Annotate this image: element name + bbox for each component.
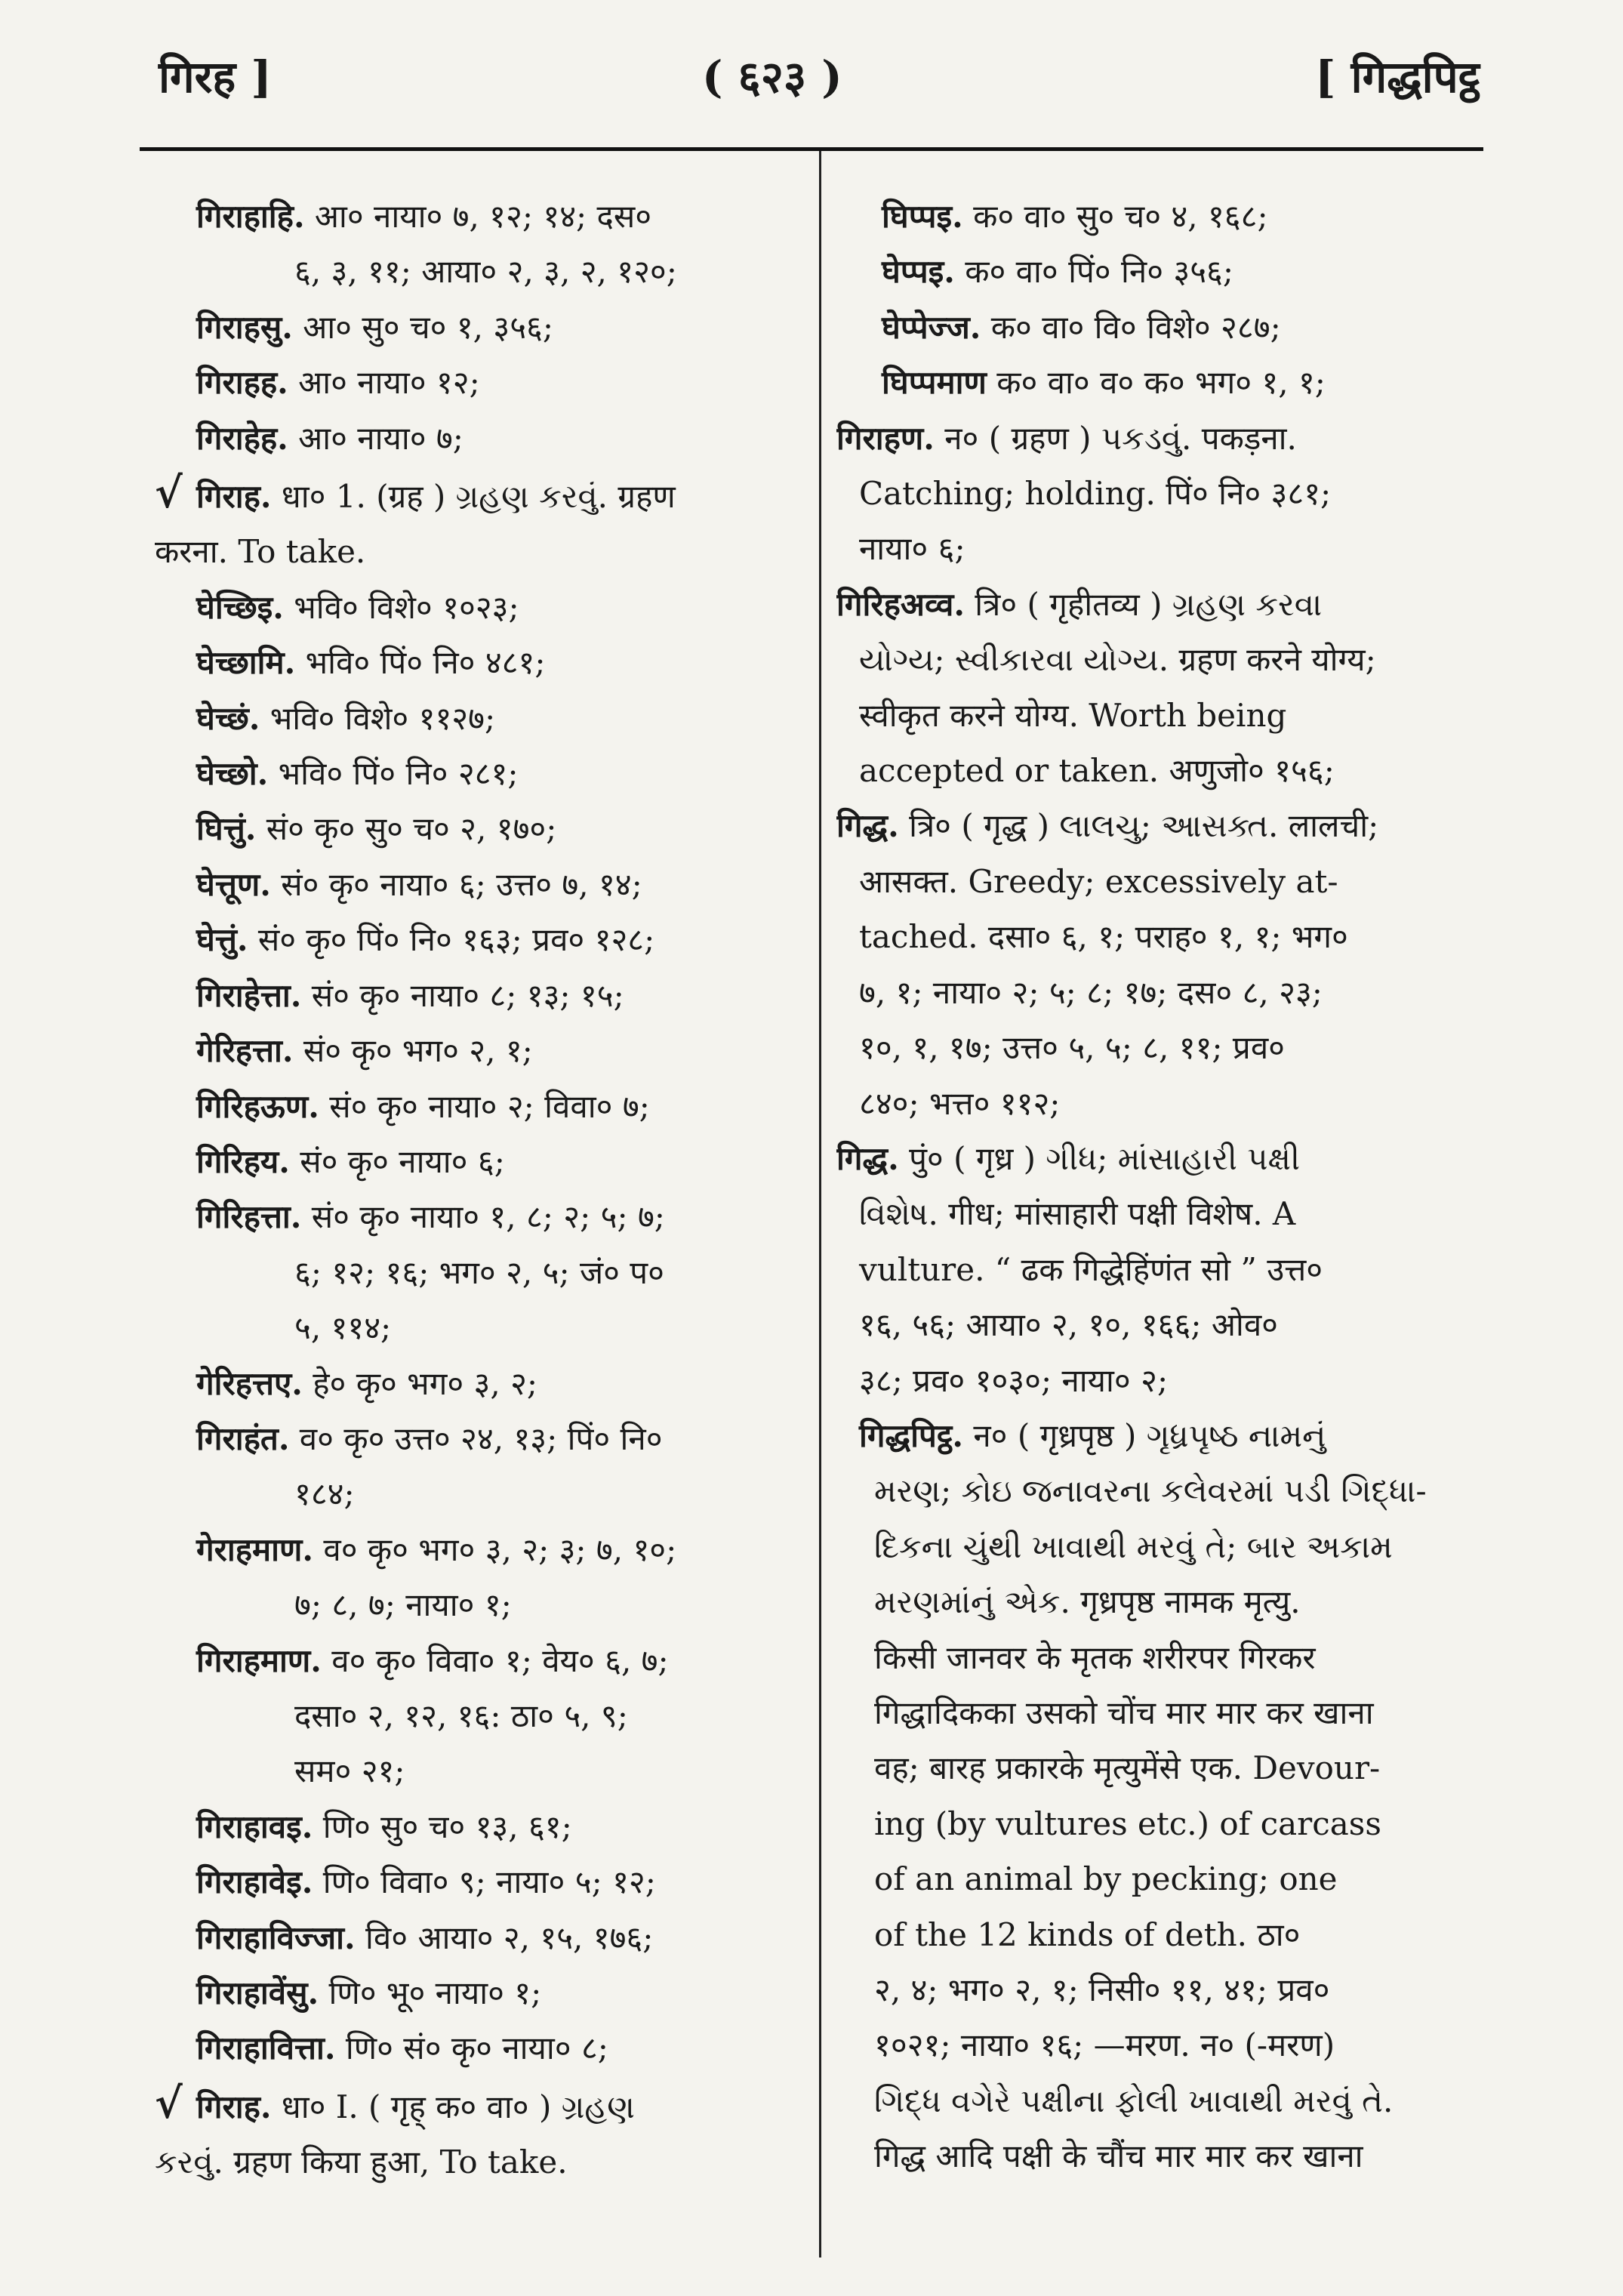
- entry-line: [836, 1463, 1471, 1518]
- entry-line: [155, 189, 796, 244]
- entry-text: सं० कृ० नाया० १, ८; २; ५; ७;: [301, 1198, 665, 1236]
- entry-line: [836, 300, 1471, 355]
- entry-line: [155, 1189, 796, 1244]
- entry-line: [155, 1854, 796, 1909]
- entry-text: गिद्ध आदि पक्षी के चौंच मार मार कर खाना: [874, 2137, 1363, 2175]
- headword: गिराह.: [196, 478, 272, 516]
- headword: गिराहावित्ता.: [196, 2029, 336, 2067]
- entry-line: [836, 244, 1471, 299]
- entry-line: [836, 2128, 1471, 2184]
- entry-text: ७, १; नाया० २; ५; ८; १७; दस० ८, २३;: [859, 973, 1323, 1011]
- entry-text: भवि० विशे० १०२३;: [283, 588, 519, 626]
- entry-line: [836, 2073, 1471, 2128]
- headword: घेच्छं.: [196, 699, 260, 737]
- entry-line: [836, 965, 1471, 1020]
- entry-text: भवि० विशे० ११२७;: [260, 699, 496, 737]
- headword: गिराहाविज्जा.: [196, 1918, 356, 1956]
- entry-text: १६, ५६; आया० २, १०, १६६; ओव०: [859, 1306, 1279, 1344]
- entry-line: [155, 691, 796, 746]
- entry-text: भवि० पिं० नि० २८१;: [268, 755, 519, 793]
- entry-line: [155, 746, 796, 801]
- entry-line: [836, 577, 1471, 632]
- entry-text: क० वा० व० क० भग० १, १;: [986, 364, 1326, 402]
- entry-line: [155, 1245, 796, 1300]
- headword: गिराहाहि.: [196, 198, 305, 235]
- entry-text: नाया० ६;: [859, 530, 965, 568]
- entry-line: [836, 854, 1471, 909]
- entry-text: vulture. “ ढक गिद्धेहिंणंत सो ” उत्त०: [859, 1250, 1323, 1288]
- entry-text: accepted or taken. अणुजो० १५६;: [859, 752, 1335, 790]
- headword: गिराहेह.: [196, 419, 288, 457]
- entry-text: त्रि० ( गृहीतव्य ) ગ્રહણ કરવા: [964, 585, 1323, 623]
- entry-line: [155, 1522, 796, 1577]
- left-column: [155, 189, 796, 2190]
- entry-text: ५, ११४;: [294, 1309, 392, 1347]
- entry-line: [155, 1079, 796, 1134]
- entry-line: [155, 968, 796, 1023]
- entry-text: of an animal by pecking; one: [874, 1860, 1338, 1898]
- entry-line: [155, 244, 796, 299]
- entry-line: [155, 801, 796, 856]
- entry-text: ६; १२; १६; भग० २, ५; जं० प०: [294, 1253, 664, 1291]
- entry-text: યોગ્ય; સ્વીકારવા યોગ્ય. ग्रहण करने योग्य;: [859, 641, 1376, 679]
- entry-text: गिद्धादिकका उसको चोंच मार मार कर खाना: [874, 1693, 1374, 1731]
- headword: गिराहेत्ता.: [196, 976, 302, 1014]
- entry-text: सं० कृ० सु० च० २, १७०;: [256, 810, 557, 848]
- entry-line: [155, 580, 796, 635]
- entry-text: सं० कृ० नाया० ८; १३; १५;: [301, 976, 624, 1014]
- entry-line: [836, 1076, 1471, 1131]
- entry-text: १०, १, १७; उत्त० ५, ५; ८, ११; प्रव०: [859, 1029, 1286, 1067]
- entry-line: [836, 1740, 1471, 1795]
- entry-line: [155, 1411, 796, 1466]
- entry-line: [155, 1743, 796, 1798]
- page-number: ( ६२३ ): [702, 51, 842, 103]
- entry-line: [836, 1796, 1471, 1851]
- entry-text: णि० सु० च० १३, ६१;: [313, 1808, 572, 1845]
- entry-line: [836, 2017, 1471, 2073]
- root-check-mark: √: [155, 2078, 183, 2128]
- entry-text: ing (by vultures etc.) of carcass: [874, 1804, 1381, 1842]
- entry-text: दसा० २, १२, १६: ठा० ५, ९;: [294, 1697, 628, 1734]
- entry-line: [836, 355, 1471, 410]
- entry-line: [155, 912, 796, 967]
- entry-line: [836, 1685, 1471, 1740]
- entry-line: [836, 1131, 1471, 1186]
- headword: गेरिहत्ता.: [196, 1032, 294, 1070]
- entry-line: [155, 300, 796, 355]
- header-left: गिरह ]: [159, 51, 272, 103]
- headword: गिराहमाण.: [196, 1641, 322, 1679]
- headword: गिराहावेइ.: [196, 1863, 313, 1901]
- entry-text: न० ( ग्रहण ) પકડવું. पकड़ना.: [934, 419, 1297, 457]
- headword: गिरिहऊण.: [196, 1087, 319, 1125]
- headword: घेच्छो.: [196, 755, 269, 793]
- entry-text: व० कृ० भग० ३, २; ३; ७, १०;: [313, 1530, 677, 1568]
- entry-text: आ० नाया० ७, १२; १४; दस०: [304, 198, 652, 235]
- entry-text: सं० कृ० नाया० २; विवा० ७;: [319, 1087, 650, 1125]
- entry-text: મરણમાંનું એક. गृध्रपृष्ठ नामक मृत्यु.: [874, 1583, 1301, 1621]
- entry-text: णि० विवा० ९; नाया० ५; १२;: [313, 1863, 656, 1901]
- entry-text: व० कृ० विवा० १; वेय० ६, ७;: [321, 1641, 669, 1679]
- entry-text: सं० कृ० नाया० ६;: [289, 1142, 505, 1180]
- entry-text: क० वा० वि० विशे० २८७;: [981, 308, 1281, 346]
- headword: गिराहसु.: [196, 308, 293, 346]
- entry-line: [836, 743, 1471, 798]
- entry-line: [155, 524, 796, 579]
- entry-line: [836, 1962, 1471, 2017]
- entry-text: ७; ८, ७; नाया० १;: [294, 1586, 512, 1624]
- entry-line: [836, 1574, 1471, 1629]
- headword: घित्तुं.: [196, 810, 257, 848]
- entry-line: [836, 466, 1471, 521]
- entry-text: क० वा० पिं० नि० ३५६;: [954, 253, 1234, 291]
- entry-text: किसी जानवर के मृतक शरीरपर गिरकर: [874, 1638, 1316, 1676]
- entry-line: [836, 1186, 1471, 1241]
- entry-line: [836, 1353, 1471, 1408]
- entry-line: [155, 857, 796, 912]
- entry-text: सं० कृ० पिं० नि० १६३; प्रव० १२८;: [248, 921, 655, 959]
- entry-line: [836, 521, 1471, 576]
- headword: गेरिहत्तए.: [196, 1364, 303, 1402]
- entry-text: हे० कृ० भग० ३, २;: [302, 1364, 538, 1402]
- entry-text: आ० नाया० ७;: [288, 419, 463, 457]
- headword: गिराहण.: [836, 419, 935, 457]
- entry-line: [155, 411, 796, 466]
- entry-text: धा० I. ( गृह् क० वा० ) ગ્રહણ: [271, 2088, 635, 2125]
- entry-line: [836, 909, 1471, 964]
- headword: गिराहह.: [196, 364, 288, 402]
- entry-text: त्रि० ( गृद्ध ) લાલચુ; આસક્ત. लालची;: [898, 807, 1379, 845]
- headword: गेराहमाण.: [196, 1530, 313, 1568]
- entry-line: [836, 411, 1471, 466]
- entry-text: वि० आया० २, १५, १७६;: [355, 1918, 654, 1956]
- headword: गिराहावइ.: [196, 1808, 313, 1845]
- entry-line: [155, 2020, 796, 2076]
- entry-text: ગિદ્ધ વગેરે પક્ષીના ફોલી ખાવાથી મરવું તે.: [874, 2082, 1394, 2119]
- entry-line: [155, 1577, 796, 1632]
- entry-text: स्वीकृत करने योग्य. Worth being: [859, 696, 1287, 734]
- entry-text: णि० सं० कृ० नाया० ८;: [335, 2029, 608, 2067]
- headword: घेच्छामि.: [196, 644, 296, 682]
- entry-text: व० कृ० उत्त० २४, १३; पिं० नि०: [289, 1419, 663, 1457]
- entry-text: भवि० पिं० नि० ४८१;: [295, 644, 546, 682]
- entry-text: सम० २१;: [294, 1752, 405, 1790]
- entry-line: [836, 1519, 1471, 1574]
- entry-line: [155, 466, 796, 524]
- entry-text: २, ४; भग० २, १; निसी० ११, ४१; प्रव०: [874, 1971, 1330, 2008]
- entry-text: १८४;: [294, 1475, 355, 1513]
- entry-text: કરવું. ग्रहण किया हुआ, To take.: [155, 2143, 568, 2181]
- headword: गिद्ध.: [836, 1139, 899, 1177]
- entry-line: [836, 1020, 1471, 1075]
- column-divider: [819, 151, 821, 2257]
- entry-line: [836, 1851, 1471, 1906]
- headword: गिराहंत.: [196, 1419, 290, 1457]
- entry-text: દિકના ચુંથી ખાવાથી મરવું તે; બાર અકામ: [874, 1527, 1393, 1565]
- entry-text: ६, ३, ११; आया० २, ३, २, १२०;: [294, 253, 677, 291]
- entry-line: [836, 798, 1471, 853]
- entry-text: વિશેષ. गीध; मांसाहारी पक्षी विशेष. A: [859, 1195, 1296, 1233]
- entry-text: મરણ; કોઇ જનાવરના કલેવરમાં પડી ગિદ્ધા-: [874, 1472, 1427, 1510]
- entry-line: [155, 1134, 796, 1189]
- entry-text: वह; बारह प्रकारके मृत्युमेंसे एक. Devour-: [874, 1749, 1381, 1787]
- headword: घेत्तूण.: [196, 865, 271, 903]
- entry-line: [836, 1630, 1471, 1685]
- entry-line: [836, 1907, 1471, 1962]
- headword: घिप्पइ.: [882, 198, 963, 235]
- headword: घेप्पइ.: [882, 253, 955, 291]
- entry-text: ८४०; भत्त० ११२;: [859, 1084, 1061, 1122]
- entry-line: [836, 189, 1471, 244]
- entry-text: क० वा० सु० च० ४, १६८;: [962, 198, 1268, 235]
- entry-line: [836, 1297, 1471, 1352]
- entry-text: tached. दसा० ६, १; पराह० १, १; भग०: [859, 918, 1348, 956]
- entry-text: सं० कृ० नाया० ६; उत्त० ७, १४;: [270, 865, 642, 903]
- headword: गिद्धपिट्ठ.: [859, 1416, 963, 1454]
- headword: घिप्पमाण: [882, 364, 987, 402]
- entry-text: करना. To take.: [155, 533, 366, 571]
- entry-line: [836, 1408, 1471, 1463]
- headword: गिरिहअव्व.: [836, 585, 965, 623]
- entry-line: [155, 355, 796, 410]
- entry-line: [155, 1799, 796, 1854]
- headword: घेप्पेज्ज.: [882, 308, 981, 346]
- entry-line: [155, 1356, 796, 1411]
- headword: घेच्छिइ.: [196, 588, 284, 626]
- entry-line: [836, 1242, 1471, 1297]
- entry-text: णि० भू० नाया० १;: [319, 1974, 542, 2011]
- entry-line: [155, 1633, 796, 1688]
- entry-line: [155, 1965, 796, 2020]
- root-check-mark: √: [155, 468, 183, 519]
- entry-text: सं० कृ० भग० २, १;: [293, 1032, 533, 1070]
- entry-line: [155, 1466, 796, 1521]
- entry-line: [836, 632, 1471, 687]
- entry-line: [155, 2076, 796, 2134]
- entry-text: ३८; प्रव० १०३०; नाया० २;: [859, 1361, 1169, 1399]
- entry-line: [155, 1688, 796, 1743]
- entry-line: [155, 2134, 796, 2190]
- right-column: [836, 189, 1471, 2184]
- entry-text: Catching; holding. पिं० नि० ३८१;: [859, 475, 1332, 513]
- entry-line: [155, 635, 796, 690]
- headword: गिराहावेंसु.: [196, 1974, 319, 2011]
- entry-text: आसक्त. Greedy; excessively at-: [859, 862, 1338, 900]
- header-right: [ गिद्धपिट्ठ: [1315, 51, 1480, 103]
- entry-line: [155, 1023, 796, 1078]
- entry-text: of the 12 kinds of deth. ठा०: [874, 1915, 1301, 1953]
- header-rule: [140, 147, 1483, 151]
- headword: गिराह.: [196, 2088, 272, 2125]
- entry-line: [155, 1300, 796, 1355]
- headword: घेत्तुं.: [196, 921, 248, 959]
- entry-line: [836, 688, 1471, 743]
- entry-line: [155, 1910, 796, 1965]
- entry-text: आ० नाया० १२;: [288, 364, 480, 402]
- headword: गिरिहत्ता.: [196, 1198, 302, 1236]
- entry-text: न० ( गृध्रपृष्ठ ) ગૃધ્રપૃષ્ઠ નામનું: [962, 1416, 1326, 1454]
- entry-text: आ० सु० च० १, ३५६;: [292, 308, 554, 346]
- entry-text: पुं० ( गृध्र ) ગીધ; માંસાહારી પક્ષી: [898, 1139, 1301, 1177]
- entry-text: १०२१; नाया० १६; —मरण. न० (-मरण): [874, 2026, 1335, 2064]
- entry-text: धा० 1. (ग्रह ) ગ્રહણ કરવું. ग्रहण: [271, 478, 676, 516]
- headword: गिद्ध.: [836, 807, 899, 845]
- headword: गिरिहय.: [196, 1142, 290, 1180]
